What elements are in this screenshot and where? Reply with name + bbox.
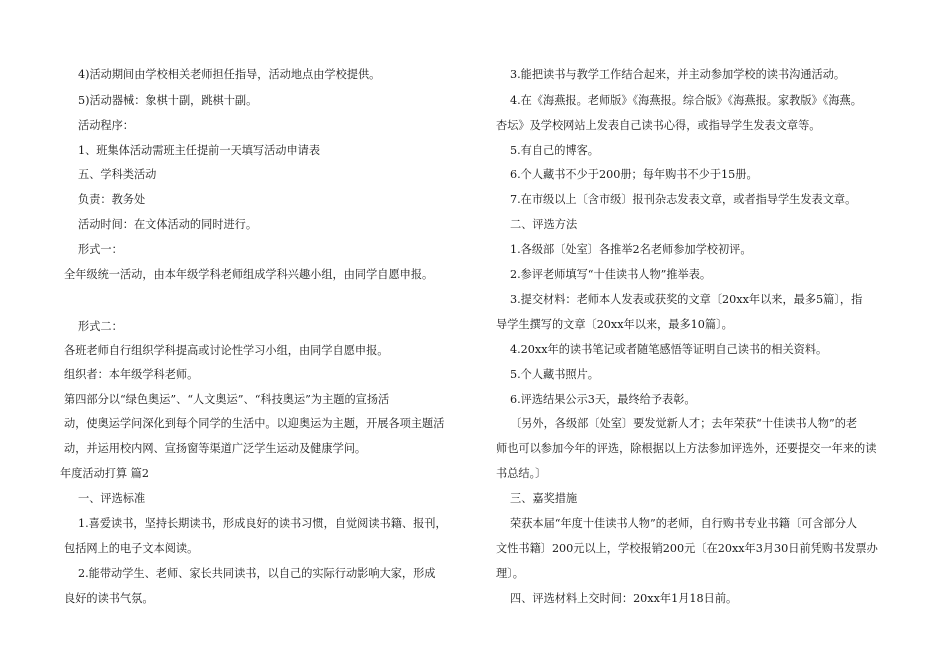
- paragraph-line: 活动程序：: [78, 119, 134, 132]
- paragraph-line: 3.能把读书与教学工作结合起来，并主动参加学校的读书沟通活动。: [510, 68, 846, 81]
- paragraph-line: 荣获本届“年度十佳读书人物”的老师，自行购书专业书籍〔可含部分人: [510, 517, 858, 530]
- paragraph-line: 7.在市级以上〔含市级〕报刊杂志发表文章，或者指导学生发表文章。: [510, 193, 857, 206]
- paragraph-line: 4.20xx年的读书笔记或者随笔感悟等证明自己读书的相关资料。: [510, 343, 828, 356]
- paragraph-line: 全年级统一活动，由本年级学科老师组成学科兴趣小组，由同学自愿申报。: [64, 268, 434, 281]
- paragraph-line: 形式一：: [78, 243, 123, 256]
- paragraph-line: 各班老师自行组织学科提高或讨论性学习小组，由同学自愿申报。: [64, 344, 389, 357]
- paragraph-line: 5.有自己的博客。: [510, 144, 599, 157]
- paragraph-line: 第四部分以“绿色奥运”、“人文奥运”、“科技奥运”为主题的宣扬活: [64, 393, 390, 406]
- paragraph-line: 师也可以参加今年的评选，除根据以上方法参加评选外，还要提交一年来的读: [496, 442, 877, 455]
- paragraph-line: 4)活动期间由学校相关老师担任指导，活动地点由学校提供。: [78, 68, 381, 81]
- paragraph-line: 2.能带动学生、老师、家长共同读书，以自己的实际行动影响大家，形成: [78, 567, 436, 580]
- paragraph-line: 1.各级部〔处室〕各推举2名老师参加学校初评。: [510, 243, 752, 256]
- paragraph-line: 杏坛》及学校网站上发表自己读书心得，或指导学生发表文章等。: [496, 119, 821, 132]
- section-heading: 二、评选方法: [510, 218, 578, 231]
- paragraph-line: 形式二：: [78, 320, 123, 333]
- article-title: 年度活动打算 篇2: [60, 467, 149, 480]
- paragraph-line: 文性书籍〕200元以上，学校报销200元〔在20xx年3月30日前凭购书发票办: [496, 542, 878, 555]
- paragraph-line: 良好的读书气氛。: [64, 592, 154, 605]
- paragraph-line: 5.个人藏书照片。: [510, 368, 599, 381]
- paragraph-line: 负责：教务处: [78, 193, 146, 206]
- section-heading: 五、学科类活动: [78, 168, 157, 181]
- paragraph-line: 1.喜爱读书，坚持长期读书，形成良好的读书习惯，自觉阅读书籍、报刊，: [78, 517, 447, 530]
- paragraph-line: 2.参评老师填写“十佳读书人物”推举表。: [510, 268, 712, 281]
- paragraph-line: 理〕。: [496, 567, 524, 580]
- paragraph-line: 3.提交材料：老师本人发表或获奖的文章〔20xx年以来，最多5篇〕，指: [510, 293, 863, 306]
- paragraph-line: 组织者：本年级学科老师。: [64, 368, 199, 381]
- section-heading: 四、评选材料上交时间：20xx年1月18日前。: [510, 592, 738, 605]
- paragraph-line: 6.个人藏书不少于200册；每年购书不少于15册。: [510, 168, 758, 181]
- paragraph-line: 导学生撰写的文章〔20xx年以来，最多10篇〕。: [496, 318, 733, 331]
- paragraph-line: 动，使奥运学问深化到每个同学的生活中。以迎奥运为主题，开展各项主题活: [64, 417, 445, 430]
- paragraph-line: 5)活动器械：象棋十副，跳棋十副。: [78, 94, 258, 107]
- paragraph-line: 1、班集体活动需班主任提前一天填写活动申请表: [78, 144, 321, 157]
- paragraph-line: 书总结。〕: [496, 467, 547, 480]
- paragraph-line: 包括网上的电子文本阅读。: [64, 542, 199, 555]
- paragraph-line: 活动时间：在文体活动的同时进行。: [78, 218, 258, 231]
- paragraph-line: 6.评选结果公示3天，最终给予表彰。: [510, 393, 696, 406]
- paragraph-line: 4.在《海燕报。老师版》《海燕报。综合版》《海燕报。家教版》《海燕。: [510, 94, 862, 107]
- paragraph-line: 动，并运用校内网、宣扬窗等渠道广泛学生运动及健康学问。: [64, 442, 367, 455]
- paragraph-line: 〔另外，各级部〔处室〕要发觉新人才；去年荣获“十佳读书人物”的老: [510, 417, 858, 430]
- section-heading: 三、嘉奖措施: [510, 492, 578, 505]
- section-heading: 一、评选标准: [78, 492, 146, 505]
